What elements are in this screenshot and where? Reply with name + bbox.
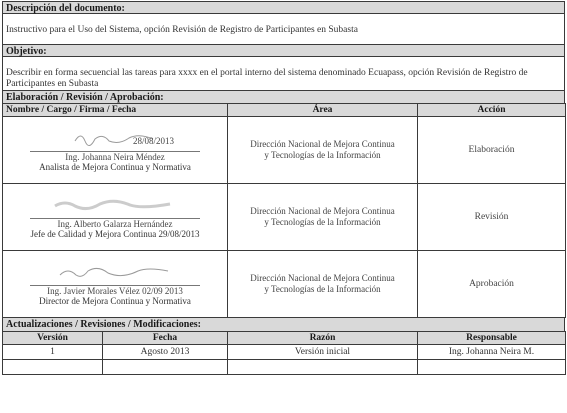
signature-cell bbox=[3, 251, 228, 318]
table-row bbox=[3, 251, 566, 318]
spacer bbox=[2, 14, 565, 23]
empty-cell bbox=[418, 360, 566, 375]
col-header-version: Versión bbox=[3, 332, 103, 345]
accion-cell: Aprobación bbox=[418, 251, 566, 318]
objetivo-heading: Objetivo: bbox=[2, 44, 565, 57]
signer-name: Ing. Alberto Galarza Hernández bbox=[57, 218, 173, 229]
signer-role: Analista de Mejora Continua y Normativa bbox=[39, 161, 191, 172]
actualizaciones-table bbox=[2, 331, 566, 375]
document-header-form bbox=[2, 1, 565, 375]
col-header-area: Área bbox=[228, 104, 418, 117]
aprobacion-heading: Elaboración / Revisión / Aprobación: bbox=[2, 90, 565, 103]
area-line1: Dirección Nacional de Mejora Continua bbox=[250, 139, 395, 149]
signer-role: Jefe de Calidad y Mejora Continua 29/08/2013 bbox=[30, 228, 200, 239]
spacer bbox=[2, 57, 565, 66]
descripcion-heading: Descripción del documento: bbox=[2, 1, 565, 14]
area-cell bbox=[228, 117, 418, 184]
signature-date: 28/08/2013 bbox=[133, 135, 175, 146]
objetivo-text: Describir en forma secuencial las tareas para xxxx en el portal interno del sistema denominado Ecuapass, opción Revisión de Registro de Participantes en Subasta bbox=[2, 66, 565, 90]
area-cell bbox=[228, 184, 418, 251]
fecha-cell: Agosto 2013 bbox=[103, 345, 228, 360]
empty-cell bbox=[103, 360, 228, 375]
signature-cell bbox=[3, 184, 228, 251]
aprobacion-table bbox=[2, 103, 566, 318]
col-header-fecha: Fecha bbox=[103, 332, 228, 345]
signer-role: Director de Mejora Continua y Normativa bbox=[39, 295, 191, 306]
razon-cell: Versión inicial bbox=[228, 345, 418, 360]
empty-cell bbox=[3, 360, 103, 375]
col-header-razon: Razón bbox=[228, 332, 418, 345]
table-row bbox=[3, 184, 566, 251]
col-header-responsable: Responsable bbox=[418, 332, 566, 345]
signer-name: Ing. Johanna Neira Méndez bbox=[65, 151, 165, 162]
version-cell: 1 bbox=[3, 345, 103, 360]
col-header-nombre: Nombre / Cargo / Firma / Fecha bbox=[3, 104, 228, 117]
col-header-accion: Acción bbox=[418, 104, 566, 117]
accion-cell: Elaboración bbox=[418, 117, 566, 184]
table-row bbox=[3, 117, 566, 184]
table-row bbox=[3, 360, 566, 375]
empty-cell bbox=[228, 360, 418, 375]
area-cell bbox=[228, 251, 418, 318]
area-line2: y Tecnologías de la Información bbox=[264, 150, 381, 160]
responsable-cell: Ing. Johanna Neira M. bbox=[418, 345, 566, 360]
signer-name: Ing. Javier Morales Vélez 02/09 2013 bbox=[47, 285, 183, 296]
accion-cell: Revisión bbox=[418, 184, 566, 251]
actualizaciones-heading: Actualizaciones / Revisiones / Modificaciones: bbox=[2, 318, 565, 331]
area-line2: y Tecnologías de la Información bbox=[264, 217, 381, 227]
signature-scribble bbox=[50, 263, 180, 281]
area-line1: Dirección Nacional de Mejora Continua bbox=[250, 206, 395, 216]
descripcion-text: Instructivo para el Uso del Sistema, opción Revisión de Registro de Participantes en Subasta bbox=[2, 23, 565, 39]
area-line1: Dirección Nacional de Mejora Continua bbox=[250, 273, 395, 283]
area-line2: y Tecnologías de la Información bbox=[264, 284, 381, 294]
table-row bbox=[3, 345, 566, 360]
signature-cell bbox=[3, 117, 228, 184]
signature-scribble bbox=[40, 196, 190, 214]
